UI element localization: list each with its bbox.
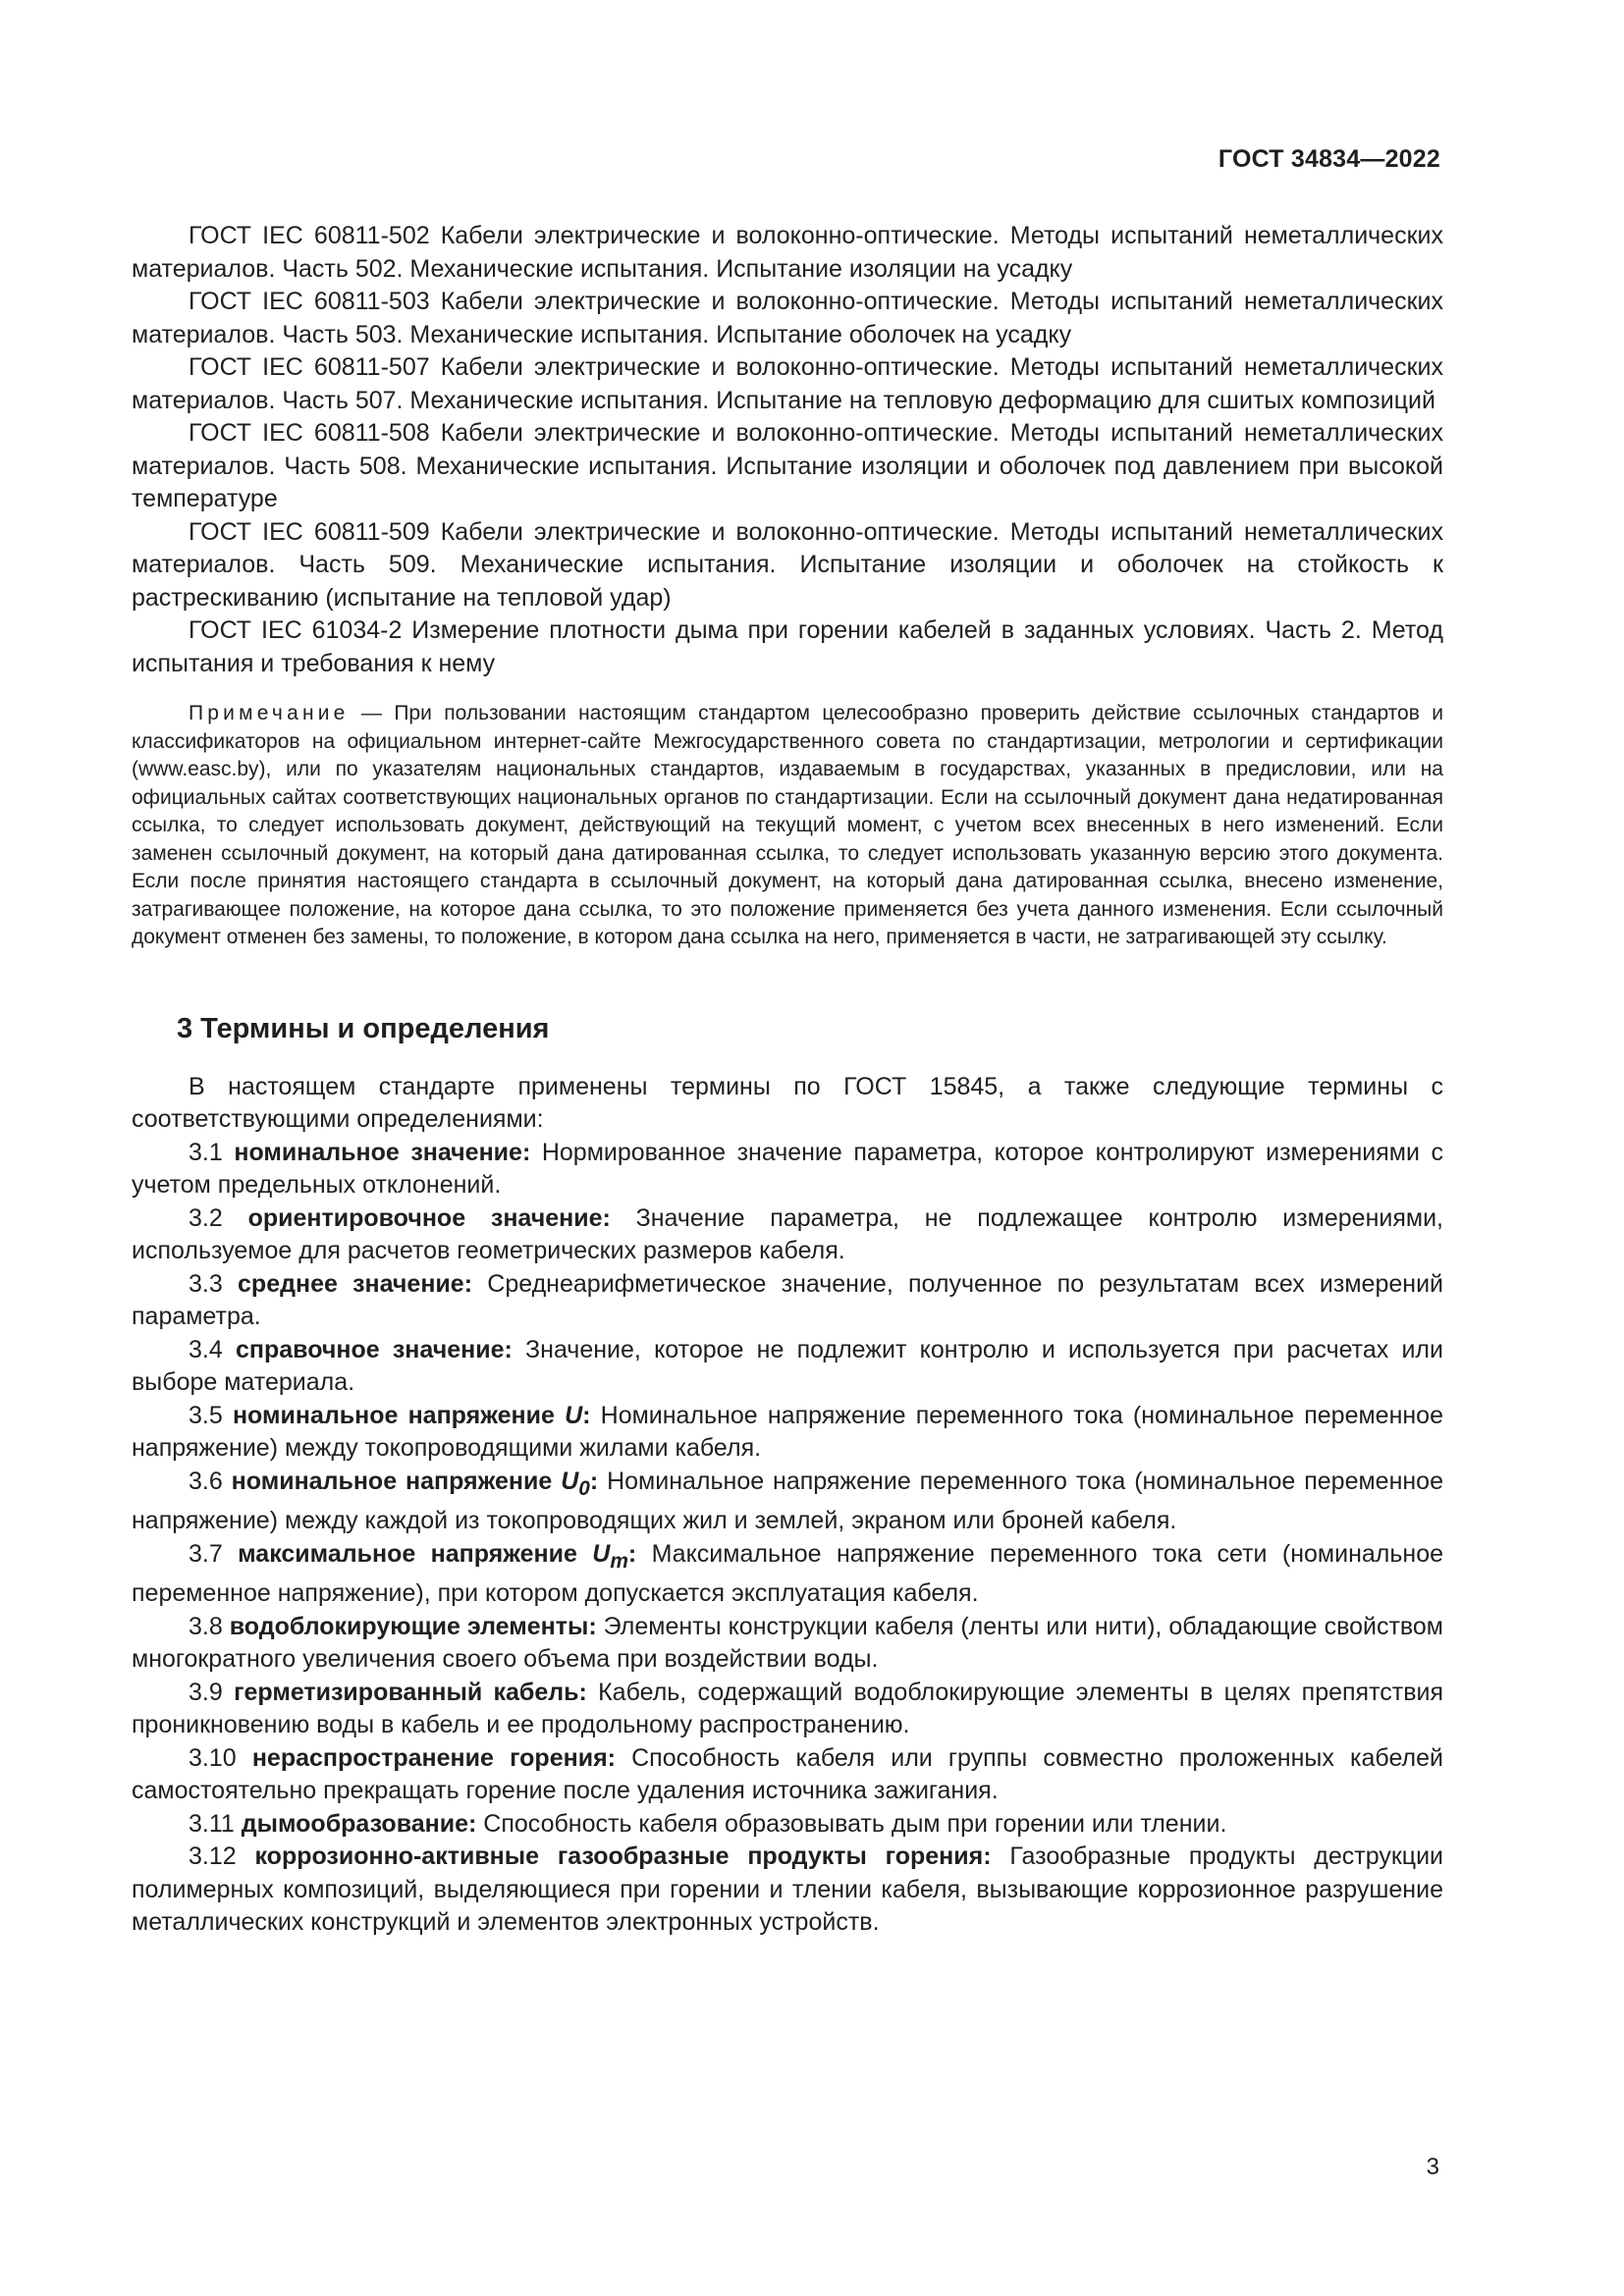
term-symbol: U [592, 1539, 611, 1568]
term-entry [132, 1677, 1443, 1742]
term-name: ориентировочное значение [247, 1203, 603, 1232]
term-number: 3.6 [189, 1467, 223, 1495]
standard-header: ГОСТ 34834—2022 [1218, 145, 1440, 173]
term-name: номинальное напряжение [231, 1467, 562, 1495]
term-definition: Газообразные продукты деструкции полимерных композиций, выделяющиеся при горении и тлении кабеля, вызывающие коррозионное разрушение металлических конструкций и элементов электронных устройств. [132, 1842, 1444, 1936]
reference-item: ГОСТ IEC 60811-502 Кабели электрические и волоконно-оптические. Методы испытаний неметаллических материалов. Часть 502. Механические испытания. Испытание изоляции на усадку [132, 222, 1443, 283]
term-number: 3.10 [189, 1743, 237, 1772]
term-colon: : [607, 1743, 616, 1772]
term-entry [132, 1334, 1443, 1400]
term-definition: Значение параметра, не подлежащее контролю измерениями, используемое для расчетов геометрических размеров кабеля. [132, 1203, 1443, 1264]
term-number: 3.4 [189, 1335, 223, 1363]
term-name: нераспространение горения [251, 1743, 608, 1772]
term-definition: Номинальное напряжение переменного тока (номинальное переменное напряжение) между токопроводящими жилами кабеля. [132, 1401, 1443, 1462]
term-colon: : [578, 1678, 587, 1706]
term-entry [132, 1137, 1443, 1202]
term-number: 3.5 [189, 1401, 223, 1429]
term-colon: : [468, 1809, 477, 1838]
term-definition: Значение, которое не подлежит контролю и используется при расчетах или выборе материала. [132, 1335, 1443, 1396]
term-entry [132, 1841, 1443, 1940]
reference-item: ГОСТ IEC 60811-507 Кабели электрические и волоконно-оптические. Методы испытаний неметаллических материалов. Часть 507. Механические испытания. Испытание на тепловую деформацию для сшитых композиций [132, 353, 1443, 414]
term-definition: Среднеарифметическое значение, полученное по результатам всех измерений параметра. [132, 1269, 1443, 1330]
term-name: среднее значение [238, 1269, 464, 1298]
term-definition: Нормированное значение параметра, которое контролируют измерениями с учетом предельных отклонений. [132, 1138, 1443, 1199]
note-paragraph [132, 700, 1443, 952]
note-label: Примечание [189, 702, 350, 724]
term-symbol-subscript: 0 [578, 1476, 590, 1500]
term-symbol-subscript: m [610, 1549, 628, 1573]
term-number: 3.9 [189, 1678, 223, 1706]
term-name: коррозионно-активные газообразные продукты горения [254, 1842, 984, 1870]
term-definition: Элементы конструкции кабеля (ленты или нити), обладающие свойством многократного увеличения своего объема при воздействии воды. [132, 1612, 1443, 1673]
term-colon: : [463, 1269, 473, 1298]
term-name: максимальное напряжение [238, 1539, 593, 1568]
page-content [132, 220, 1443, 1940]
term-entry [132, 1808, 1443, 1842]
term-number: 3.1 [189, 1138, 223, 1166]
term-entry [132, 1466, 1443, 1538]
term-colon: : [602, 1203, 611, 1232]
note-text: — При пользовании настоящим стандартом целесообразно проверить действие ссылочных стандартов и классификаторов на официальном интернет-сайте Межгосударственного совета по стандартизации, метрологии и сертификации (www.easc.by), или по указателям национальных стандартов, издаваемым в государствах, указанных в предисловии, или на официальных сайтах соответствующих национальных органов по стандартизации. Если на ссылочный документ дана недатированная ссылка, то следует использовать документ, действующий на текущий момент, с учетом всех внесенных в него изменений. Если заменен ссылочный документ, на который дана датированная ссылка, то следует использовать указанную версию этого документа. Если после принятия настоящего стандарта в ссылочный документ, на который дана датированная ссылка, внесено изменение, затрагивающее положение, на которое дана ссылка, то это положение применяется без учета данного изменения. Если ссылочный документ отменен без замены, то положение, в котором дана ссылка на него, применяется в части, не затрагивающей эту ссылку. [132, 702, 1443, 948]
term-number: 3.11 [189, 1809, 235, 1838]
term-entry [132, 1742, 1443, 1808]
term-colon: : [588, 1612, 597, 1640]
term-entry [132, 1538, 1443, 1611]
term-number: 3.2 [189, 1203, 223, 1232]
term-name: водоблокирующие элементы [229, 1612, 589, 1640]
term-definition: Способность кабеля образовывать дым при горении или тлении. [476, 1809, 1227, 1838]
term-definition: Максимальное напряжение переменного тока сети (номинальное переменное напряжение), при котором допускается эксплуатация кабеля. [132, 1539, 1444, 1607]
term-symbol: U [561, 1467, 579, 1495]
term-entry [132, 1611, 1443, 1677]
term-definition-colon: : [521, 1138, 531, 1166]
term-number: 3.3 [189, 1269, 223, 1298]
term-name: герметизированный кабель [234, 1678, 579, 1706]
term-symbol: U [565, 1401, 583, 1429]
reference-item: ГОСТ IEC 60811-503 Кабели электрические и волоконно-оптические. Методы испытаний неметаллических материалов. Часть 503. Механические испытания. Испытание оболочек на усадку [132, 288, 1443, 348]
term-name: дымообразование [241, 1809, 469, 1838]
term-number: 3.7 [189, 1539, 223, 1568]
term-definition: Номинальное напряжение переменного тока (номинальное переменное напряжение) между каждой из токопроводящих жил и землей, экраном или броней кабеля. [132, 1467, 1443, 1534]
term-entry [132, 1268, 1443, 1334]
term-definition: Кабель, содержащий водоблокирующие элементы в целях препятствия проникновению воды в кабель и ее продольному распространению. [132, 1678, 1443, 1738]
term-definition: Способность кабеля или группы совместно проложенных кабелей самостоятельно прекращать горение после удаления источника зажигания. [132, 1743, 1443, 1804]
term-colon: : [627, 1539, 637, 1568]
term-name: номинальное значение [234, 1138, 522, 1166]
term-colon: : [582, 1401, 591, 1429]
reference-item: ГОСТ IEC 61034-2 Измерение плотности дыма при горении кабелей в заданных условиях. Часть 2. Метод испытания и требования к нему [132, 616, 1443, 677]
term-number: 3.12 [189, 1842, 237, 1870]
page-number: 3 [1426, 2154, 1439, 2180]
term-colon: : [983, 1842, 992, 1870]
term-colon: : [504, 1335, 513, 1363]
reference-item: ГОСТ IEC 60811-508 Кабели электрические и волоконно-оптические. Методы испытаний неметаллических материалов. Часть 508. Механические испытания. Испытание изоляции и оболочек под давлением при высокой температуре [132, 419, 1443, 512]
section-title: 3 Термины и определения [177, 1012, 550, 1044]
term-entry [132, 1400, 1443, 1466]
term-entry [132, 1202, 1443, 1268]
term-name: номинальное напряжение [232, 1401, 566, 1429]
section-intro: В настоящем стандарте применены термины по ГОСТ 15845, а также следующие термины с соответствующими определениями: [132, 1072, 1443, 1133]
term-colon: : [589, 1467, 599, 1495]
term-number: 3.8 [189, 1612, 223, 1640]
term-name: справочное значение [236, 1335, 505, 1363]
reference-item: ГОСТ IEC 60811-509 Кабели электрические и волоконно-оптические. Методы испытаний неметаллических материалов. Часть 509. Механические испытания. Испытание изоляции и оболочек на стойкость к растрескиванию (испытание на тепловой удар) [132, 517, 1443, 612]
